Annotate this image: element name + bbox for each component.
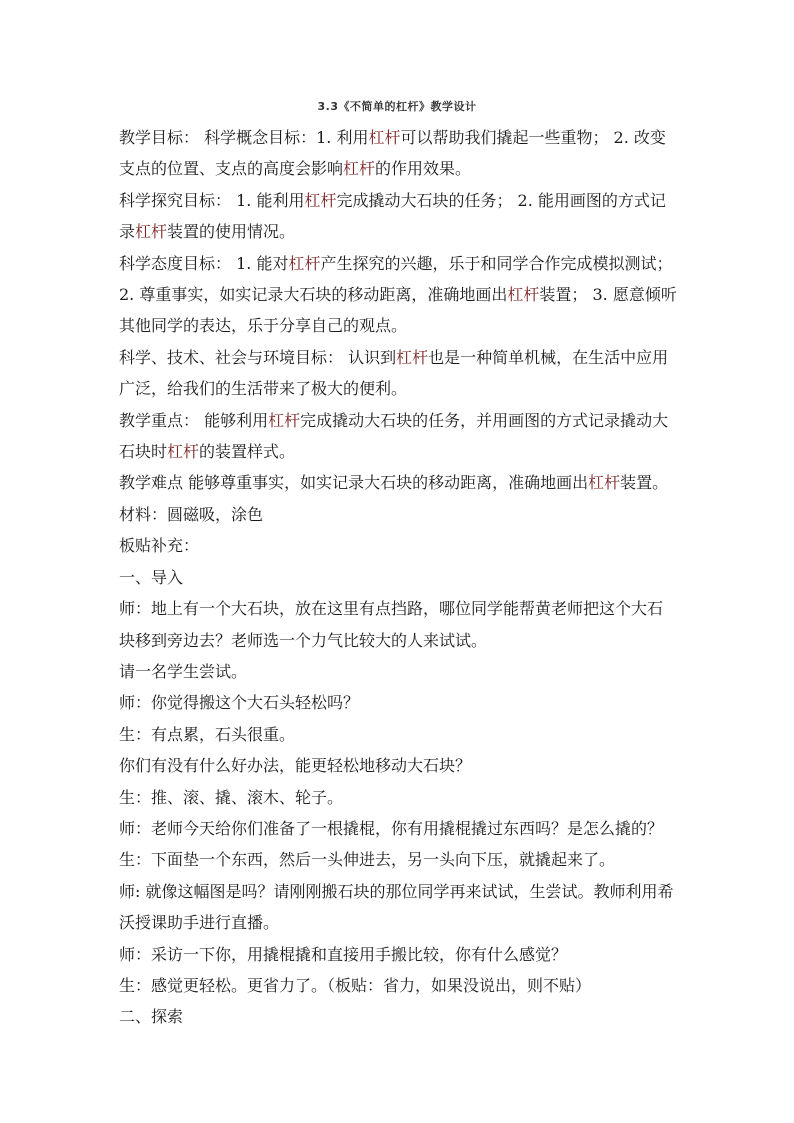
text-run: 请一名学生尝试。	[119, 661, 248, 681]
text-run: 材料：圆磁吸，涂色	[119, 504, 264, 524]
highlighted-term: 杠杆	[368, 128, 401, 147]
text-run: 装置的使用情况。	[167, 222, 296, 242]
text-run: 生：下面垫一个东西，然后一头伸进去，另一头向下压，就撬起来了。	[119, 850, 616, 870]
text-run: 生：有点累，石头很重。	[119, 724, 296, 744]
text-run: 生：推、滚、撬、滚木、轮子。	[119, 787, 344, 807]
text-run: 师：地上有一个大石块，放在这里有点挡路，哪位同学能帮黄老师把这个大石块移到旁边去？老师选一个力气比较大的人来试试。	[119, 599, 664, 650]
paragraph	[119, 939, 677, 970]
text-run: 你们有没有什么好办法，能更轻松地移动大石块？	[119, 756, 472, 776]
paragraph	[119, 342, 677, 405]
text-run: 师: 就像这幅图是吗？请刚刚搬石块的那位同学再来试试，生尝试。教师利用希沃授课助手进行直播。	[119, 881, 674, 933]
text-run: 的装置样式。	[199, 442, 296, 462]
paragraph	[119, 562, 677, 593]
text-run: 科学态度目标： 1. 能对	[119, 253, 289, 273]
text-run: 可以帮助我们撬起一些重物； 2. 改变支点的位置、支点的高度会影响	[119, 128, 666, 179]
paragraph	[119, 248, 677, 342]
paragraph	[119, 1001, 677, 1032]
paragraph	[119, 530, 677, 561]
paragraph	[119, 405, 677, 468]
document-title: 3.3《不简单的杠杆》教学设计	[317, 100, 477, 113]
text-run: 师：老师今天给你们准备了一根撬棍，你有用撬棍撬过东西吗？是怎么撬的？	[119, 818, 664, 838]
highlighted-term: 杠杆	[288, 253, 321, 273]
paragraph	[119, 656, 677, 687]
text-run: 的作用效果。	[375, 159, 472, 179]
highlighted-term: 杠杆	[304, 190, 337, 210]
paragraph	[119, 844, 677, 875]
text-run: 完成撬动大石块的任务； 2. 能用画图的方式记录	[119, 190, 666, 242]
paragraph	[119, 719, 677, 750]
highlighted-term: 杠杆	[135, 222, 168, 242]
text-run: 也是一种简单机械，在生活中应用广泛，给我们的生活带来了极大的便利。	[119, 347, 669, 399]
highlighted-term: 杠杆	[343, 159, 376, 179]
paragraph	[119, 499, 677, 530]
text-run: 教学难点 能够尊重事实，如实记录大石块的移动距离，准确地画出	[119, 473, 589, 493]
paragraph	[119, 970, 677, 1001]
text-run: 科学探究目标： 1. 能利用	[119, 190, 305, 210]
highlighted-term: 杠杆	[507, 285, 540, 305]
text-run: 二、探索	[119, 1007, 184, 1027]
text-run: 完成撬动大石块的任务，并用画图的方式记录撬动大石块时	[119, 410, 669, 462]
highlighted-term: 杠杆	[588, 473, 621, 493]
text-run: 教学重点： 能够利用	[119, 410, 269, 430]
highlighted-term: 杠杆	[396, 347, 429, 367]
text-run: 师：你觉得搬这个大石头轻松吗？	[119, 693, 360, 713]
text-run: 装置； 3. 愿意倾听其他同学的表达，乐于分享自己的观点。	[119, 285, 677, 336]
paragraph	[119, 593, 677, 656]
text-run: 产生探究的兴趣，乐于和同学合作完成模拟测试； 2. 尊重事实，如实记录大石块的移动距离，准确地画出	[119, 253, 673, 305]
text-run: 生：感觉更轻松。更省力了。（板贴：省力，如果没说出，则不贴）	[119, 975, 592, 995]
highlighted-term: 杠杆	[268, 410, 301, 430]
paragraph	[119, 782, 677, 813]
paragraph	[119, 467, 677, 498]
paragraph	[119, 122, 677, 185]
text-run: 教学目标： 科学概念目标：1. 利用	[119, 128, 369, 147]
text-run: 科学、技术、社会与环境目标： 认识到	[119, 347, 397, 367]
document-body	[119, 122, 677, 1033]
text-run: 板贴补充：	[119, 536, 200, 556]
text-run: 师：采访一下你，用撬棍撬和直接用手搬比较，你有什么感觉？	[119, 944, 568, 964]
paragraph	[119, 813, 677, 844]
paragraph	[119, 876, 677, 939]
paragraph	[119, 750, 677, 781]
paragraph	[119, 185, 677, 248]
text-run: 一、导入	[119, 567, 184, 587]
text-run: 装置。	[620, 473, 669, 493]
highlighted-term: 杠杆	[167, 442, 200, 462]
paragraph	[119, 687, 677, 718]
